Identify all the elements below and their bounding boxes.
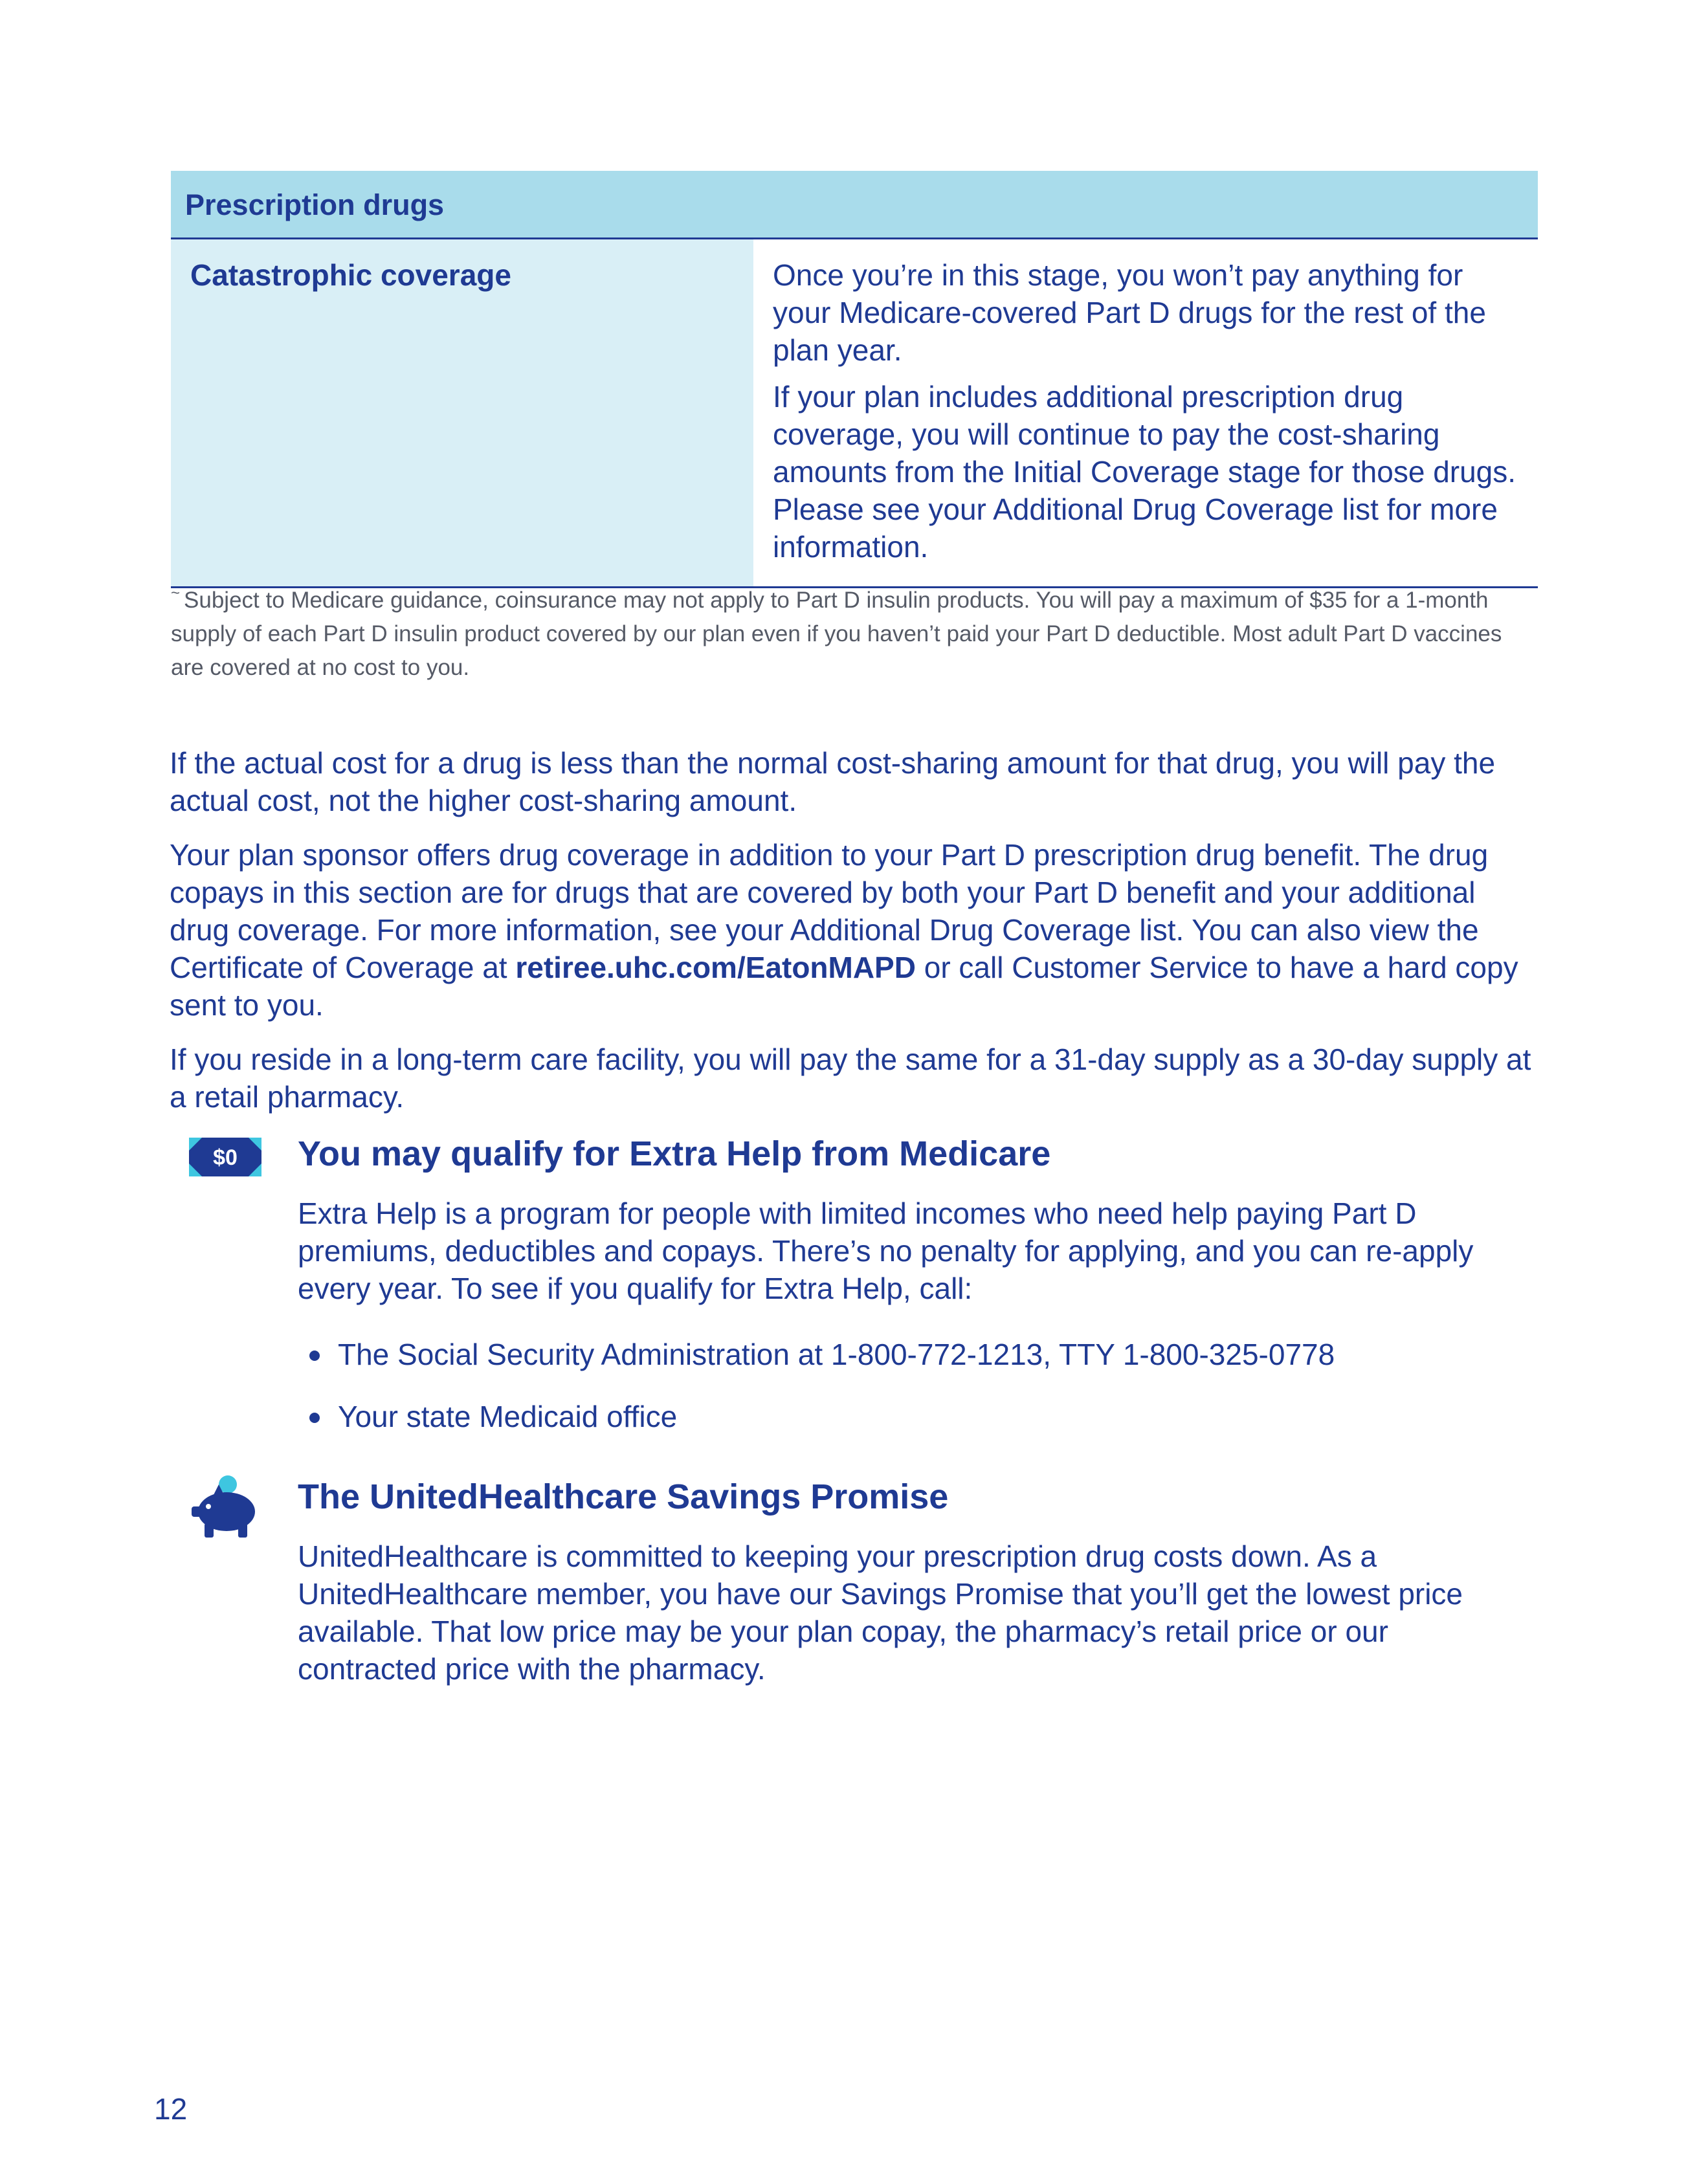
row-paragraph-1: Once you’re in this stage, you won’t pay anything for your Medicare-covered Part D drugs for the rest of the plan year. [773,258,1486,367]
row-paragraph-2: If your plan includes additional prescription drug coverage, you will continue to pay the cost-sharing amounts from the Initial Coverage stage for those drugs. Please see your Additional Drug Coverage list for more information. [773,380,1516,564]
footnote [171,584,1538,685]
footnote-symbol: ~ [171,584,181,602]
footnote-text: Subject to Medicare guidance, coinsurance may not apply to Part D insulin products. You will pay a maximum of $35 for a 1-month supply of each Part D insulin product covered by our plan even if you haven’t paid your Part D deductible. Most adult Part D vaccines are covered at no cost to you. [171,588,1502,680]
row-description [753,239,1538,586]
paragraph-plan-sponsor [170,836,1537,1024]
page-number: 12 [154,2092,188,2126]
savings-promise-text: UnitedHealthcare is committed to keeping your prescription drug costs down. As a UnitedHealthcare member, you have our Savings Promise that you’ll get the lowest price available. That low price may be your plan copay, the pharmacy’s retail price or our contracted price with the pharmacy. [298,1539,1463,1686]
list-item: Your state Medicaid office [304,1398,1534,1435]
paragraph-plan-sponsor-text-end: or call Customer Service to have a hard copy sent to you. [170,951,1518,1022]
extra-help-list [304,1336,1534,1460]
dollar-bill-icon [189,1138,261,1176]
list-item: The Social Security Administration at 1-800-772-1213, TTY 1-800-325-0778 [304,1336,1534,1373]
certificate-link[interactable]: retiree.uhc.com/EatonMAPD [515,951,916,984]
row-label: Catastrophic coverage [171,239,753,586]
prescription-drugs-table [171,171,1538,588]
piggy-bank-icon [188,1475,260,1540]
extra-help-title: You may qualify for Extra Help from Medicare [298,1134,1051,1173]
dollar-icon-label: $0 [213,1145,238,1170]
paragraph-actual-cost: If the actual cost for a drug is less than the normal cost-sharing amount for that drug, you will pay the actual cost, not the higher cost-sharing amount. [170,746,1496,817]
table-header: Prescription drugs [171,171,1538,239]
table-row [171,239,1538,588]
extra-help-text: Extra Help is a program for people with limited incomes who need help paying Part D premiums, deductibles and copays. There’s no penalty for applying, and you can re-apply every year. To see if you qualify for Extra Help, call: [298,1197,1474,1305]
paragraph-long-term-care: If you reside in a long-term care facility, you will pay the same for a 31-day supply as a 30-day supply at a retail pharmacy. [170,1042,1531,1114]
savings-promise-title: The UnitedHealthcare Savings Promise [298,1477,949,1516]
paragraph-plan-sponsor-text: Your plan sponsor offers drug coverage in addition to your Part D prescription drug benefit. The drug copays in this section are for drugs that are covered by both your Part D benefit and your additional drug coverage. For more information, see your Additional Drug Coverage list. You can also view the Certificate of Coverage at [170,838,1489,984]
